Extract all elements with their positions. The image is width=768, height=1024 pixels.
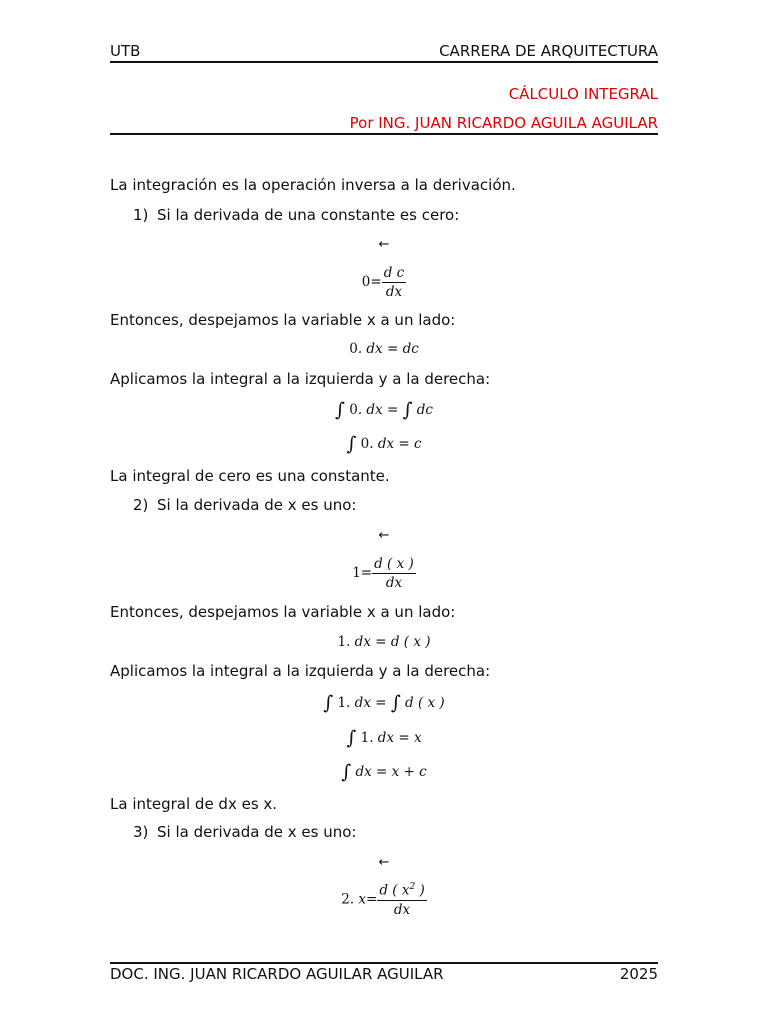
header-rule [110, 61, 658, 63]
list-item-number: 1) [133, 206, 149, 224]
header-rule-bottom [110, 133, 658, 135]
arrow-icon: ← [378, 528, 390, 543]
header-program: CARRERA DE ARQUITECTURA [439, 42, 658, 60]
equation: ∫ 1. dx = x [346, 727, 422, 749]
list-item-3 [133, 823, 356, 841]
equation: ∫ 0. dx = c [346, 433, 422, 455]
equation: ∫ 0. dx = ∫ dc [335, 399, 433, 421]
equation: 1. dx = d ( x ) [337, 634, 431, 650]
header-subject: CÁLCULO INTEGRAL [508, 85, 658, 103]
list-item-1 [133, 206, 459, 224]
equation-one-derivative: 1= $\frac{d ( x )}{dx}$ [352, 556, 414, 591]
list-item-text: Si la derivada de una constante es cero: [157, 206, 460, 224]
footer-year: 2025 [619, 965, 658, 983]
header-institution: UTB [110, 42, 141, 60]
step-text: La integral de dx es x. [110, 795, 278, 813]
step-text: Entonces, despejamos la variable x a un lado: [110, 603, 456, 621]
header-author: Por ING. JUAN RICARDO AGUILA AGUILAR [349, 114, 658, 132]
equation: ∫ dx = x + c [341, 761, 427, 783]
list-item-text: Si la derivada de x es uno: [157, 823, 357, 841]
list-item-number: 3) [133, 823, 149, 841]
footer-author: DOC. ING. JUAN RICARDO AGUILAR AGUILAR [110, 965, 444, 983]
equation-x-squared-derivative: 2. x= $\frac{d ( x^2 )}{dx}$ [341, 882, 425, 918]
arrow-icon: ← [378, 855, 390, 870]
step-text: Entonces, despejamos la variable x a un lado: [110, 311, 456, 329]
equation: ∫ 1. dx = ∫ d ( x ) [323, 692, 445, 714]
page-footer [110, 962, 658, 983]
equation: 0. dx = dc [349, 341, 419, 357]
step-text: La integral de cero es una constante. [110, 467, 390, 485]
step-text: Aplicamos la integral a la izquierda y a la derecha: [110, 370, 491, 388]
list-item-2 [133, 496, 356, 514]
list-item-text: Si la derivada de x es uno: [157, 496, 357, 514]
equation-zero-derivative: 0= $\frac{\text{d c}}{dx}$ [361, 265, 405, 300]
arrow-icon: ← [378, 237, 390, 252]
intro-text: La integración es la operación inversa a la derivación. [110, 176, 516, 194]
page-header [110, 42, 658, 60]
step-text: Aplicamos la integral a la izquierda y a la derecha: [110, 662, 491, 680]
list-item-number: 2) [133, 496, 149, 514]
